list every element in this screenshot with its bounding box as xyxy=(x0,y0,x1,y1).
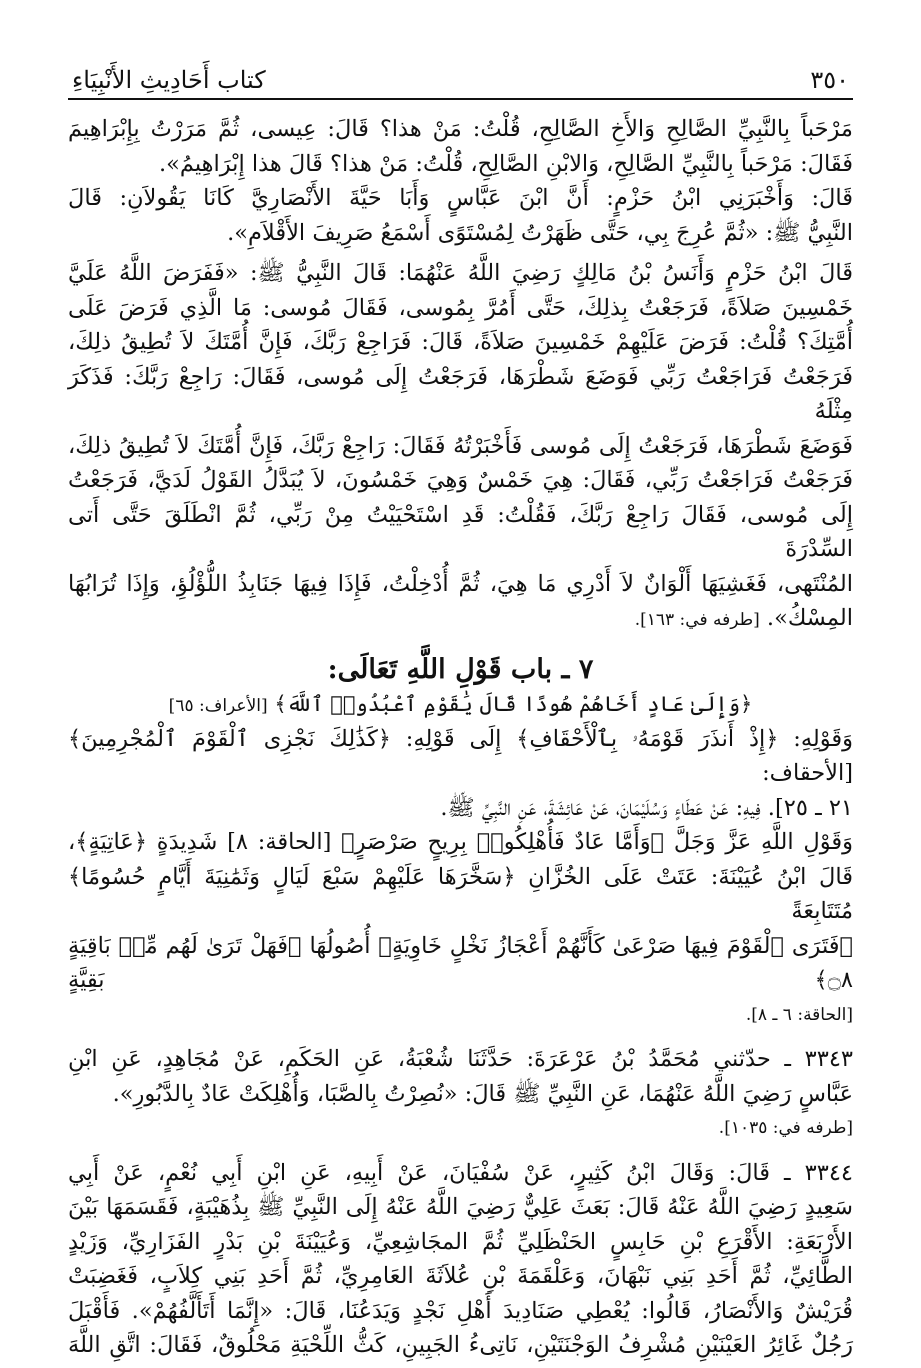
text-line: قُرَيْشٌ وَالأَنْصَارُ، قَالُوا: يُعْطِي صَنَادِيدَ أَهْلِ نَجْدٍ وَيَدَعُنَا، قَالَ: «إِنَّمَا أَتَأَلَّفُهُمْ». فَأَقْبَلَ xyxy=(68,1297,853,1324)
hadith-3344 xyxy=(68,1156,853,1363)
paragraph-ad-wind xyxy=(68,825,853,1032)
page-number: ٣٥٠ xyxy=(810,66,849,94)
text-line xyxy=(68,601,853,638)
text-line: أُمَّتِكَ؟ قُلْتُ: فَرَضَ عَلَيْهِمْ خَمْسِينَ صَلاَةً، قَالَ: فَرَاجِعْ رَبَّكَ، فَإِنَّ أُمَّتَكَ لاَ تُطِيقُ ذلِكَ، xyxy=(68,329,853,355)
cross-reference: [الحاقة: ٦ ـ ٨]. xyxy=(745,1004,853,1025)
book-title: كتاب أَحَادِيثِ الأَنْبِيَاءِ xyxy=(72,66,266,94)
text-line: سَعِيدٍ رَضِيَ اللَّهُ عَنْهُ قَالَ: بَعَثَ عَلِيٌّ رَضِيَ اللَّهُ عَنْهُ إِلَى النَّبِيِّ ﷺ بِذُهَيْبَةٍ، فَقَسَمَهَا بَيْنَ xyxy=(68,1194,853,1220)
cross-reference: [طرفه في: ١٦٣]. xyxy=(634,610,760,630)
text-line: مَرْحَباً بِالنَّبِيِّ الصَّالِحِ وَالأَخِ الصَّالِحِ، قُلْتُ: مَنْ هذا؟ قَالَ: عِيسى، ثُمَّ مَرَرْتُ بِإِبْرَاهِيمَ xyxy=(68,116,853,142)
verse-text: ﴿وَإِلَىٰ عَادٍ أَخَاهُمْ هُودًا قَالَ يَٰقَوْمِ ٱعْبُدُوا۟ ٱللَّهَ﴾ xyxy=(274,691,753,716)
text-line: الأَرْبَعَةِ: الأَقْرَعِ بْنِ حَابِسٍ الحَنْظَلِيِّ ثُمَّ المجَاشِعِيِّ، وَعُيَيْنَةَ بْنِ بَدْرٍ الفَزَارِيِّ، وَزَيْدٍ xyxy=(68,1228,853,1255)
paragraph-marhaban xyxy=(68,112,853,181)
quran-verse xyxy=(68,688,853,722)
text-line: فَقَالَ: مَرْحَباً بِالنَّبِيِّ الصَّالِحِ، وَالابْنِ الصَّالِحِ، قُلْتُ: مَنْ هذا؟ قَالَ هذا إِبْرَاهِيمُ». xyxy=(158,150,853,177)
text-line: قَالَ ابْنُ عُيَيْنَةَ: عَتَتْ عَلَى الخُزَّانِ ﴿سَخَّرَهَا عَلَيْهِمْ سَبْعَ لَيَالٍ وَثَمَٰنِيَةَ أَيَّامٍ حُسُومًا﴾ مُتَتَابِعَةً xyxy=(68,863,853,924)
paragraph-fifty-prayers xyxy=(68,256,853,638)
text-line: رَجُلٌ غَائِرُ العَيْنَيْنِ مُشْرِفُ الوَجْنَتَيْنِ، نَاتِىءُ الجَبِينِ، كَثُّ اللِّحْيَةِ مَحْلُوقٌ، فَقَالَ: اتَّقِ اللَّهَ xyxy=(68,1332,853,1358)
text-line: النَّبِيُّ ﷺ: «ثُمَّ عُرِجَ بِي، حَتَّى ظَهَرْتُ لِمُسْتَوًى أَسْمَعُ صَرِيفَ الأَقْلاَمِ». xyxy=(227,219,853,246)
page-content xyxy=(68,112,853,1363)
text-line: وَقَوْلِهِ: ﴿إِذْ أَنذَرَ قَوْمَهُۥ بِٱلْأَحْقَافِ﴾ إِلَى قَوْلِهِ: ﴿كَذَٰلِكَ نَجْزِى ٱلْقَوْمَ ٱلْمُجْرِمِينَ﴾ [الأحقاف: xyxy=(68,725,853,786)
paragraph-ibn-hazm xyxy=(68,181,853,250)
hadith-3343 xyxy=(68,1042,853,1146)
text-line: فَرَجَعْتُ فَرَاجَعْتُ رَبِّي، فَقَالَ: هِيَ خَمْسٌ وَهِيَ خَمْسُونَ، لاَ يُبَدَّلُ القَوْلُ لَدَيَّ، فَرَجَعْتُ xyxy=(68,467,853,493)
text-line: عَبَّاسٍ رَضِيَ اللَّهُ عَنْهُمَا، عَنِ النَّبِيِّ ﷺ قَالَ: «نُصِرْتُ بِالصَّبَا، وَأُهْلِكَتْ عَادٌ بِالدَّبُورِ». xyxy=(112,1080,853,1107)
text-line: إِلَى مُوسى، فَقَالَ رَاجِعْ رَبَّكَ، فَقُلْتُ: قَدِ اسْتَحْيَيْتُ مِنْ رَبِّي، ثُمَّ انْطَلَقَ حَتَّى أَتى السِّدْرَةَ xyxy=(68,501,853,562)
text-line: فَوَضَعَ شَطْرَهَا، فَرَجَعْتُ إِلَى مُوسى فَأَخْبَرْتُهُ فَقَالَ: رَاجِعْ رَبَّكَ، فَإِنَّ أُمَّتَكَ لاَ تُطِيقُ ذلِكَ، xyxy=(68,432,853,459)
cross-reference: [طرفه في: ١٠٣٥]. xyxy=(718,1118,853,1138)
chapter-title: ٧ ـ باب قَوْلِ اللَّهِ تَعَالَى: xyxy=(327,653,594,685)
text-line: وَقَوْلِ اللَّهِ عَزَّ وَجَلَّ ﴿وَأَمَّا عَادٌ فَأُهْلِكُوا۟ بِرِيحٍ صَرْصَرٍ﴾ [الحاقة: ٨] شَدِيدَةٍ ﴿عَاتِيَةٍ﴾، xyxy=(68,829,853,855)
text-line: المُنْتَهى، فَغَشِيَهَا أَلْوَانٌ لاَ أَدْرِي مَا هِيَ، ثُمَّ أُدْخِلْتُ، فَإِذَا فِيهَا جَنَابِذُ اللُّؤْلُؤِ، وَإِذَا تُرَابُهَا xyxy=(68,570,853,597)
text-line: الطَّائِيِّ، ثُمَّ أَحَدِ بَنِي نَبْهَانَ، وَعَلْقَمَةَ بْنِ عُلاَثَةَ العَامِرِيِّ، ثُمَّ أَحَدِ بَنِي كِلاَبٍ، فَغَضِبَتْ xyxy=(68,1263,853,1289)
text-line: فَرَجَعْتُ فَرَاجَعْتُ رَبِّي فَوَضَعَ شَطْرَهَا، فَرَجَعْتُ إِلَى مُوسى، فَقَالَ: رَاجِعْ رَبَّكَ: فَذَكَرَ مِثْلَهُ xyxy=(68,363,853,424)
text-fragment: المِسْكُ». xyxy=(766,605,853,631)
text-line: ٣٣٤٤ ـ قَالَ: وَقَالَ ابْنُ كَثِيرٍ، عَنْ سُفْيَانَ، عَنْ أَبِيهِ، عَنِ ابْنِ أَبِي نُعْمٍ، عَنْ أَبِي xyxy=(68,1159,853,1186)
text-line: ٣٣٤٣ ـ حدّثني مُحَمَّدُ بْنُ عَرْعَرَةَ: حَدَّثَنَا شُعْبَةُ، عَنِ الحَكَمِ، عَنْ مُجَاهِدٍ، عَنِ ابْنِ xyxy=(68,1046,853,1072)
text-line: قَالَ: وَأَخْبَرَنِي ابْنُ حَزْمٍ: أَنَّ ابْنَ عَبَّاسٍ وَأَبَا حَيَّةَ الأَنْصَارِيَّ كَانَا يَقُولاَنِ: قَالَ xyxy=(68,185,853,211)
paragraph-ahqaf xyxy=(68,722,853,826)
text-line: ﴿فَتَرَى ٱلْقَوْمَ فِيهَا صَرْعَىٰ كَأَنَّهُمْ أَعْجَازُ نَخْلٍ خَاوِيَةٍ﴾ أُصُولُهَا ﴿فَهَلْ تَرَىٰ لَهُم مِّنۢ بَاقِيَةٍ ۝٨﴾ بَقِيَّةٍ xyxy=(68,932,853,993)
page-header xyxy=(68,52,853,100)
verse-reference: [الأعراف: ٦٥] xyxy=(168,695,268,716)
text-line: ٢١ ـ ٢٥]. فِيهِ: عَنْ عَطَاءٍ وَسُلَيْمَانَ، عَنْ عَائِشَةَ، عَنِ النَّبِيِّ ﷺ. xyxy=(440,794,853,821)
text-line: خَمْسِينَ صَلاَةً، فَرَجَعْتُ بِذلِكَ، حَتَّى أَمُرَّ بِمُوسى، فَقَالَ مُوسى: مَا الَّذِي فَرَضَ عَلَى xyxy=(68,294,853,321)
text-line: قَالَ ابْنُ حَزْمٍ وَأَنَسُ بْنُ مَالِكٍ رَضِيَ اللَّهُ عَنْهُمَا: قَالَ النَّبِيُّ ﷺ: «فَفَرَضَ اللَّهُ عَلَيَّ xyxy=(68,260,853,286)
